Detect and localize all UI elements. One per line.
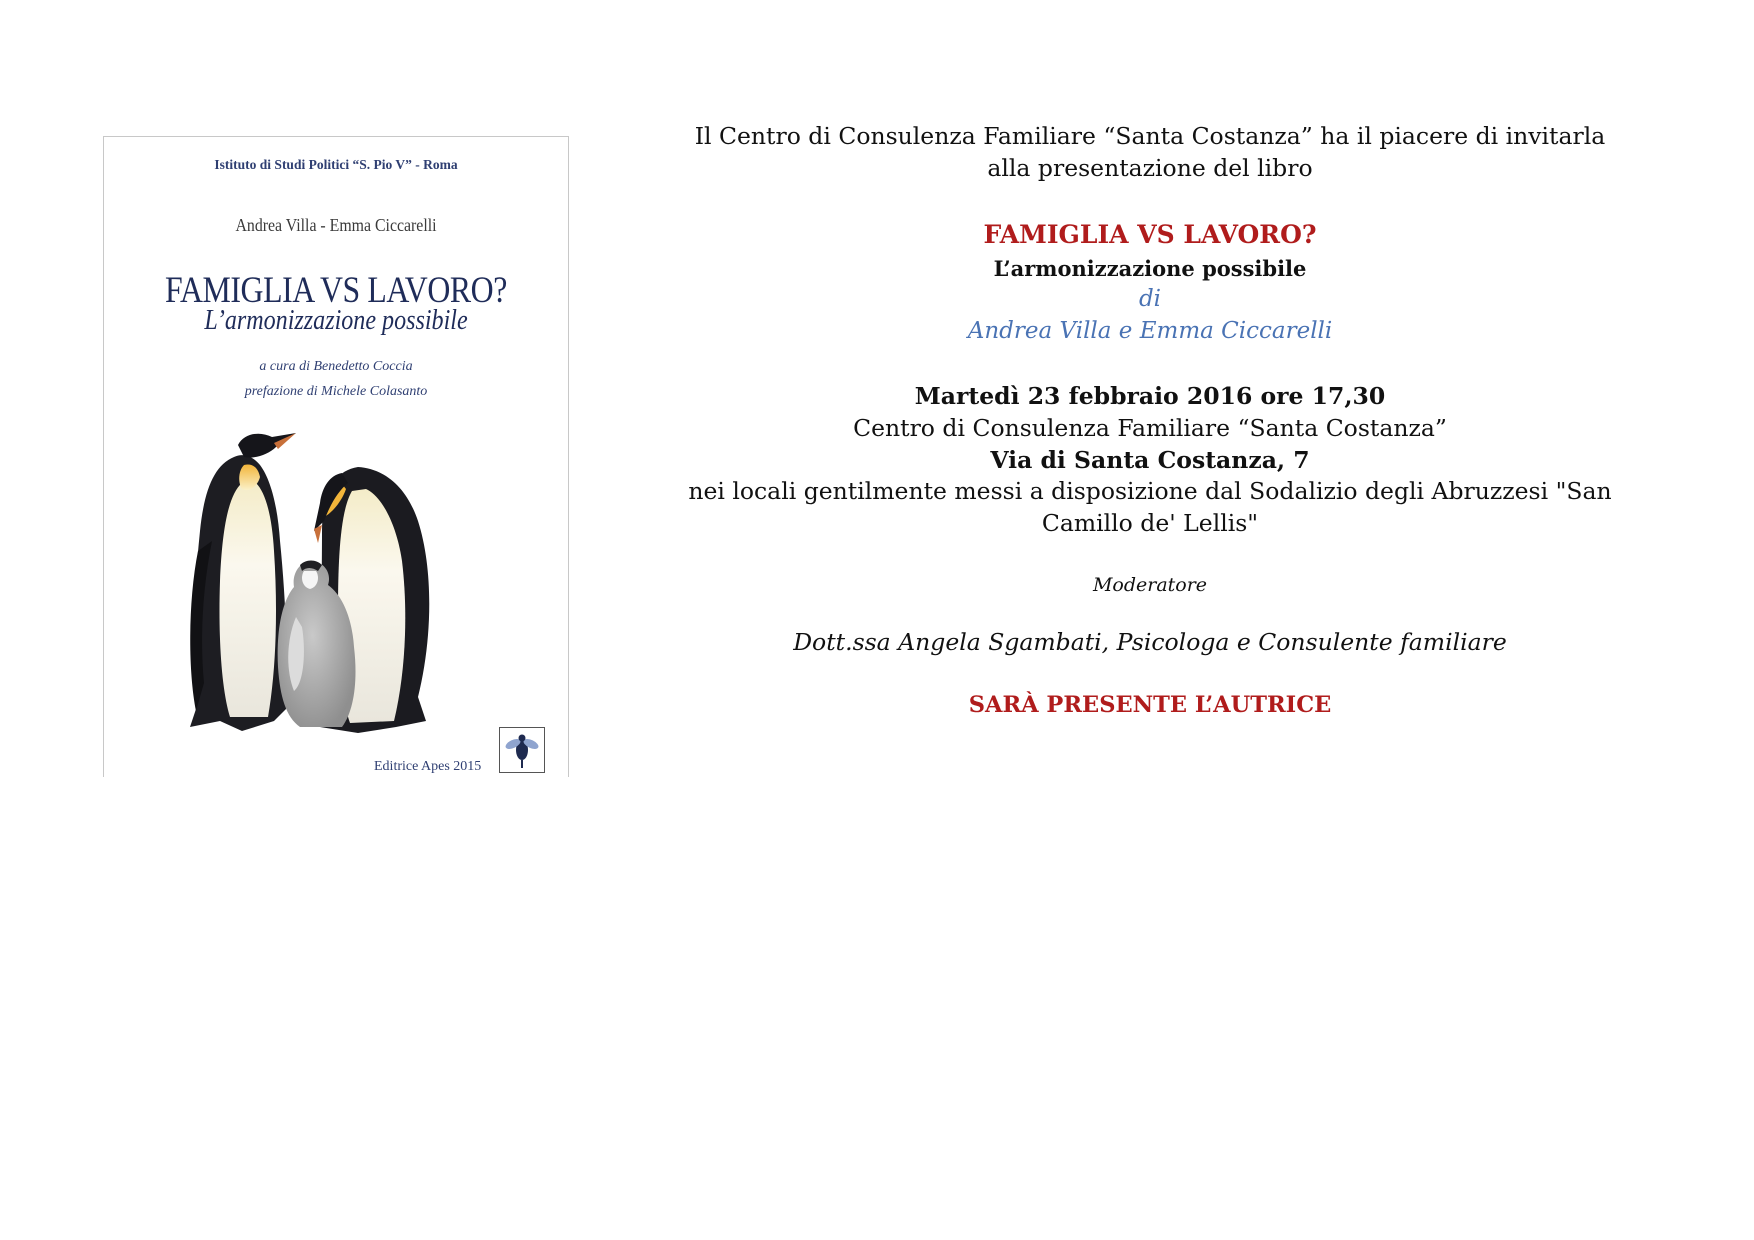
by-label: di [1138,286,1162,312]
venue-note-line-2: Camillo de' Lellis" [1041,509,1259,537]
book-cover [103,136,569,777]
event-address: Via di Santa Costanza, 7 [990,446,1310,474]
cover-authors: Andrea Villa - Emma Ciccarelli [235,215,437,235]
book-authors: Andrea Villa e Emma Ciccarelli [967,318,1333,344]
book-subtitle: L’armonizzazione possibile [993,256,1307,281]
penguins-illustration [182,421,482,741]
cover-imprint: Editrice Apes 2015 [374,759,482,774]
cover-editor: a cura di Benedetto Coccia [259,359,413,374]
cover-preface: prefazione di Michele Colasanto [244,384,428,399]
cover-title: FAMIGLIA VS LAVORO? [165,270,507,311]
author-presence-notice: SARÀ PRESENTE L’AUTRICE [968,692,1332,718]
venue-note-line-1: nei locali gentilmente messi a disposizione dal Sodalizio degli Abruzzesi "San [688,477,1612,505]
cover-publisher: Istituto di Studi Politici “S. Pio V” - Roma [214,157,458,172]
event-date-time: Martedì 23 febbraio 2016 ore 17,30 [914,382,1386,410]
intro-line-1: Il Centro di Consulenza Familiare “Santa Costanza” ha il piacere di invitarla [694,122,1606,150]
moderator-name: Dott.ssa Angela Sgambati, Psicologa e Consulente familiare [793,628,1507,656]
book-title: FAMIGLIA VS LAVORO? [983,220,1317,249]
event-venue: Centro di Consulenza Familiare “Santa Costanza” [853,414,1447,442]
moderator-label: Moderatore [1092,574,1208,596]
publisher-bee-logo [499,727,545,773]
intro-line-2: alla presentazione del libro [987,154,1313,182]
cover-subtitle: L’armonizzazione possibile [204,305,468,336]
